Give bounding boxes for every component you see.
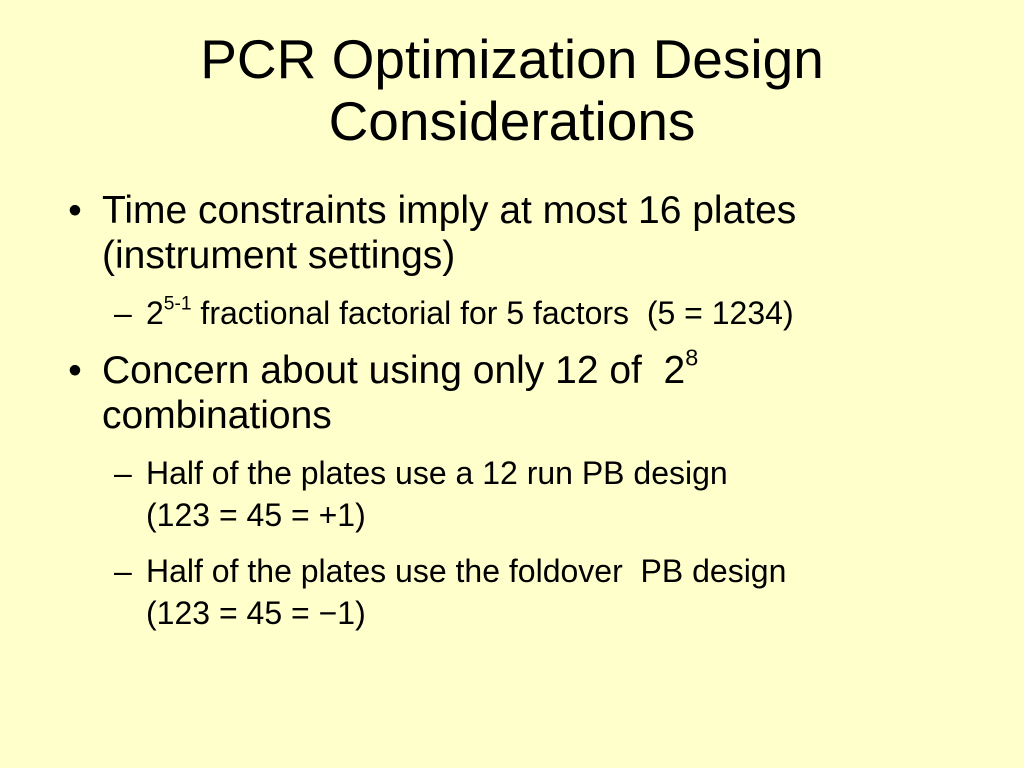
subbullet-text-line: (123 = 45 = +1) <box>146 497 366 533</box>
subbullet-marker: – <box>114 553 132 589</box>
subbullet-text-line: Half of the plates use the foldover PB design <box>146 553 787 589</box>
subbullet-marker: – <box>114 295 132 331</box>
title-line-2: Considerations <box>328 90 696 152</box>
subbullet-text-line: (123 = 45 = −1) <box>146 595 366 631</box>
subbullet-pb-design <box>60 452 980 536</box>
title-line-1: PCR Optimization Design <box>200 28 824 90</box>
bullet-text: Concern about using only 12 of 2 <box>102 349 686 392</box>
subbullet-text-line: Half of the plates use a 12 run PB design <box>146 455 728 491</box>
exponent-base: 2 <box>146 295 164 331</box>
bullet-concern <box>60 344 980 438</box>
bullet-text-line <box>102 344 980 393</box>
subbullet-text: fractional factorial for 5 factors (5 = 1234) <box>191 295 794 331</box>
subbullet-text-line <box>146 292 980 334</box>
slide-body <box>60 188 980 648</box>
exponent: 8 <box>685 344 699 371</box>
bullet-text-line: Time constraints imply at most 16 plates <box>102 189 797 232</box>
bullet-marker: • <box>68 189 82 232</box>
slide-title <box>60 28 964 152</box>
bullet-marker: • <box>68 349 82 392</box>
subbullet-fractional-factorial <box>60 292 980 334</box>
bullet-text-line: combinations <box>102 394 332 437</box>
exponent: 5-1 <box>163 293 192 315</box>
bullet-time-constraints <box>60 188 980 278</box>
subbullet-marker: – <box>114 455 132 491</box>
bullet-text-line: (instrument settings) <box>102 234 456 277</box>
subbullet-foldover-design <box>60 550 980 634</box>
